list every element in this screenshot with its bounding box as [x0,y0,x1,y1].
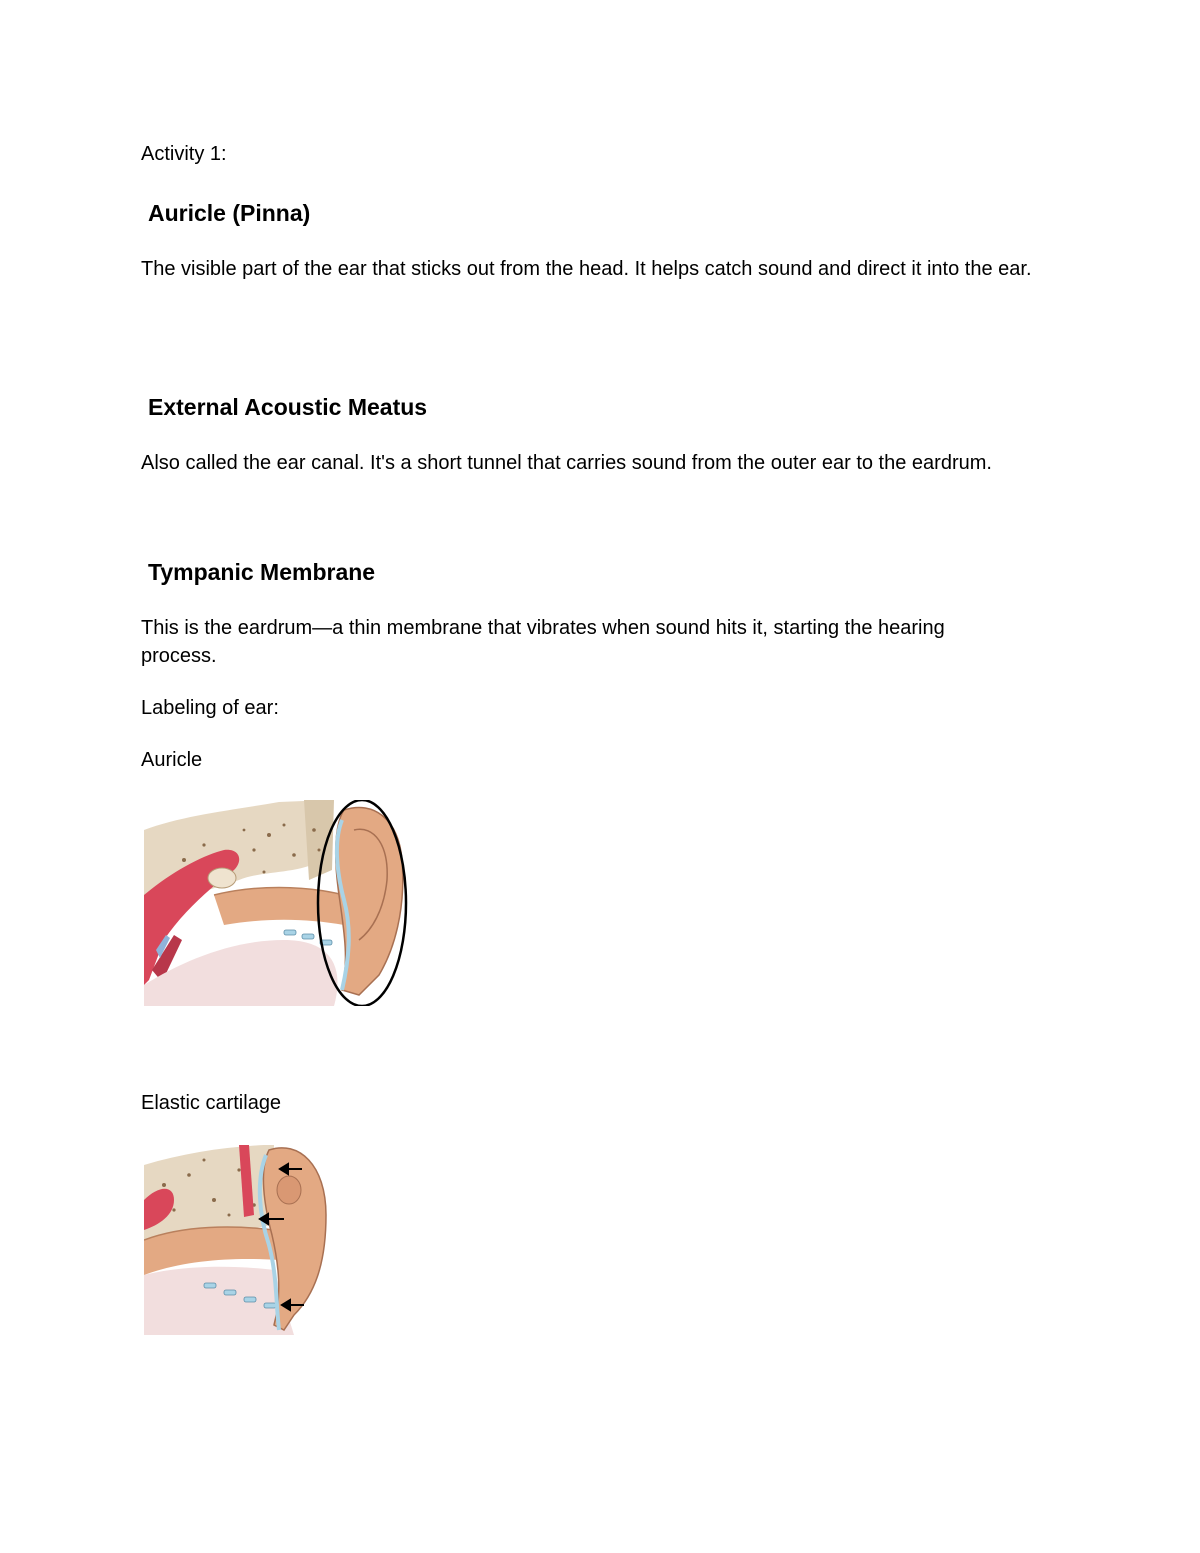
ear-auricle-figure [144,800,410,1006]
section-heading-tympanic: Tympanic Membrane [148,559,376,585]
section-heading-auricle: Auricle (Pinna) [148,200,311,226]
ear-elastic-cartilage-figure [144,1145,330,1335]
labeling-title: Labeling of ear: [141,697,279,719]
section-body-auricle: The visible part of the ear that sticks out from the head. It helps catch sound and direct it into the ear. [141,258,1032,280]
section-heading-meatus: External Acoustic Meatus [148,394,428,420]
activity-label: Activity 1: [141,143,227,165]
figure-caption-auricle: Auricle [141,749,203,771]
section-body-tympanic: This is the eardrum—a thin membrane that vibrates when sound hits it, starting the hearing process. [141,617,945,667]
section-body-meatus: Also called the ear canal. It's a short tunnel that carries sound from the outer ear to the eardrum. [141,452,992,474]
figure-caption-elastic-cartilage: Elastic cartilage [141,1092,282,1114]
